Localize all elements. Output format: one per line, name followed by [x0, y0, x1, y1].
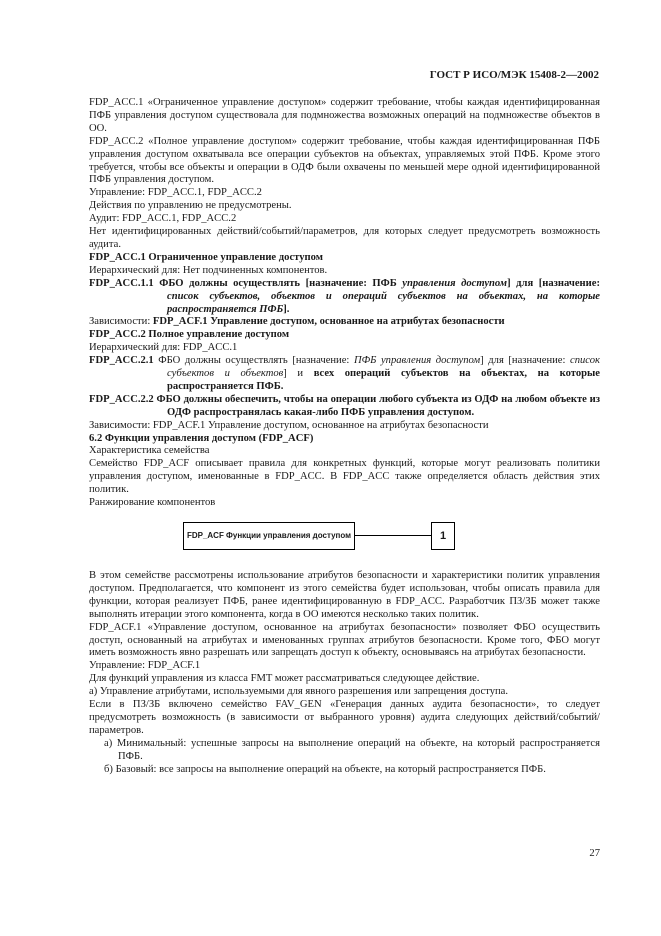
paragraph-acf1: FDP_ACF.1 «Управление доступом, основанное на атрибутах безопасности» позволяет ФБО осуществить доступ, основанный на атрибутах и именованных группах атрибутов безопасности. Кроме того, ФБО могут иметь возможность явно разрешать или запрещать доступ к объекту, основываясь на атрибутах безопасности.	[89, 621, 600, 659]
management-none: Действия по управлению не предусмотрены.	[89, 200, 292, 212]
paragraph-audit: Если в ПЗ/ЗБ включено семейство FAV_GEN «Генерация данных аудита безопасности», то следует предусмотреть возможность (в зависимости от выбранного уровня) аудита следующих действий/событий/параметров.	[89, 699, 600, 736]
diagram-connector	[355, 535, 431, 536]
diagram-family-box: FDP_ACF Функции управления доступом	[183, 522, 355, 550]
family-characteristic-text: Семейство FDP_ACF описывает правила для конкретных функций, которые могут реализовать политики управления доступом, именованные в FDP_ACC. В FDP_ACC также определяется область действия этих политик.	[89, 458, 600, 496]
acc2-title: FDP_ACC.2 Полное управление доступом	[89, 329, 290, 341]
section-title: 6.2 Функции управления доступом (FDP_ACF)	[89, 432, 314, 444]
management-acf1-item-a: а) Управление атрибутами, используемыми для явного разрешения или запрещения доступа.	[89, 686, 509, 698]
acc2-2-requirement: FDP_ACC.2.2 ФБО должны обеспечить, чтобы на операции любого субъекта из ОДФ на любом объекте из ОДФ распространялась какая-либо ПФБ управления доступом.	[89, 393, 600, 418]
list-item: б) Базовый: все запросы на выполнение операций на объекте, на который распространяется ПФБ.	[104, 763, 546, 775]
acc2-1-requirement: FDP_ACC.2.1 ФБО должны осуществлять [назначение: ПФБ управления доступом] для [назначение: список субъектов и объектов] и всех операций субъектов на объектах, на которые распространяется ПФБ.	[89, 355, 600, 392]
family-characteristic-heading: Характеристика семейства	[89, 445, 210, 457]
acc1-title: FDP_ACC.1 Ограниченное управление доступом	[89, 251, 323, 263]
acc2-2-id: FDP_ACC.2.2	[89, 393, 154, 405]
acc1-1-requirement: FDP_ACC.1.1 ФБО должны осуществлять [назначение: ПФБ управления доступом] для [назначение: список субъектов, объектов и операций субъектов на объектах, на которые распространяется ПФБ].	[89, 277, 600, 315]
page-number: 27	[589, 848, 600, 859]
acc2-1-id: FDP_ACC.2.1	[89, 355, 154, 367]
acc2-hierarchy: Иерархический для: FDP_ACC.1	[89, 342, 238, 354]
management-acf1: Управление: FDP_ACF.1	[89, 660, 201, 672]
document-header: ГОСТ Р ИСО/МЭК 15408-2—2002	[429, 69, 599, 81]
audit-none: Нет идентифицированных действий/событий/параметров, для которых следует предусмотреть возможность аудита.	[89, 226, 600, 250]
audit-level-list	[89, 738, 600, 777]
acc1-dependencies: Зависимости: FDP_ACF.1 Управление доступом, основанное на атрибутах безопасности	[89, 316, 505, 328]
component-ranking-diagram	[89, 520, 600, 560]
acc2-dependencies: Зависимости: FDP_ACF.1 Управление доступом, основанное на атрибутах безопасности	[89, 419, 489, 431]
acc1-1-id: FDP_ACC.1.1	[89, 277, 154, 289]
paragraph-acc1: FDP_ACC.1 «Ограниченное управление доступом» содержит требование, чтобы каждая идентифицированная ПФБ управления доступом существовала для подмножества возможных операций на подмножестве объектов в ОО.	[89, 97, 600, 134]
paragraph-family-usage: В этом семействе рассмотрены использование атрибутов безопасности и характеристики политик управления доступом. Предполагается, что компонент из этого семейства будет использован, чтобы описать правила для функции, которая реализует ПФБ, ранее идентифицированную в FDP_ACC. Разработчик ПЗ/ЗБ может также выполнять итерации этого компонента, когда в ОО имеются несколько таких политик.	[89, 570, 600, 620]
paragraph-acc2: FDP_ACC.2 «Полное управление доступом» содержит требование, чтобы каждая идентифицированная ПФБ управления доступом охватывала все операции субъектов на объектах, управляемых этой ПФБ. Кроме этого требуется, чтобы все объекты и операции в ОДФ были охвачены по меньшей мере одной идентифицированной ПФБ управления доступом.	[89, 135, 600, 186]
audit-line: Аудит: FDP_ACC.1, FDP_ACC.2	[89, 213, 237, 225]
ranking-heading: Ранжирование компонентов	[89, 497, 216, 509]
management-acf1-text: Для функций управления из класса FMT может рассматриваться следующее действие.	[89, 673, 480, 685]
diagram-component-box: 1	[431, 522, 455, 550]
page-body	[89, 97, 600, 777]
management-line: Управление: FDP_ACC.1, FDP_ACC.2	[89, 187, 262, 199]
list-item: а) Минимальный: успешные запросы на выполнение операций на объекте, на который распространяется ПФБ.	[104, 737, 600, 762]
acc1-hierarchy: Иерархический для: Нет подчиненных компонентов.	[89, 264, 328, 276]
